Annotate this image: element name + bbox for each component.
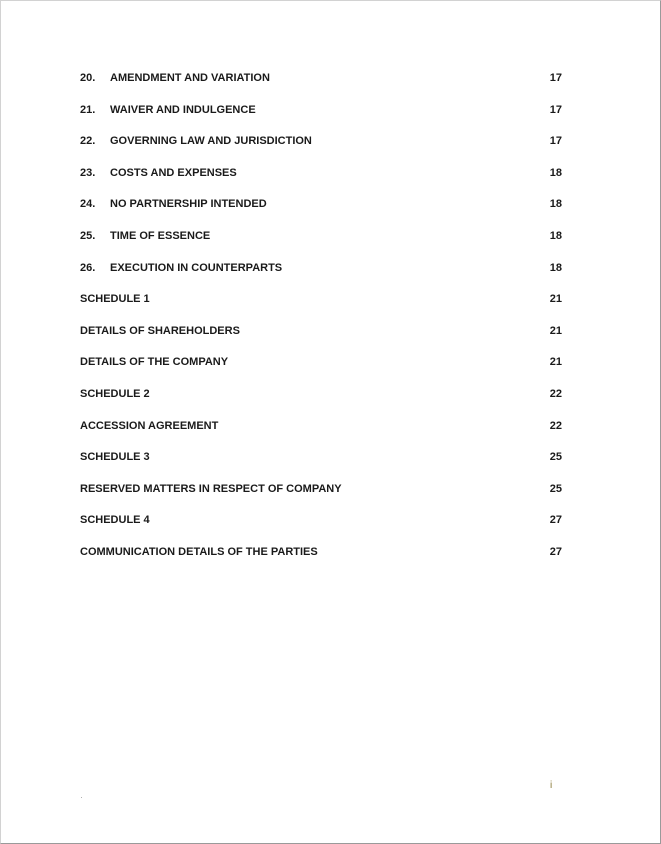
toc-entry-title: ACCESSION AGREEMENT: [80, 419, 219, 432]
toc-entry[interactable]: [80, 261, 564, 293]
toc-entry[interactable]: [80, 482, 564, 514]
toc-entry-title: TIME OF ESSENCE: [110, 229, 211, 242]
toc-entry-page: 18: [549, 166, 562, 179]
toc-entry-page: 27: [549, 545, 562, 558]
toc-entry-number: 25.: [80, 229, 96, 242]
toc-entry-title: RESERVED MATTERS IN RESPECT OF COMPANY: [80, 482, 342, 495]
toc-entry[interactable]: [80, 166, 564, 198]
toc-entry-page: 21: [549, 324, 562, 337]
toc-entry[interactable]: [80, 419, 564, 451]
toc-entry[interactable]: [80, 103, 564, 135]
toc-entry-title: SCHEDULE 1: [80, 293, 150, 306]
toc-entry-title: DETAILS OF SHAREHOLDERS: [80, 324, 240, 337]
toc-entry[interactable]: [80, 197, 564, 229]
toc-entry-number: 20.: [80, 72, 96, 84]
toc-entry-page: 18: [549, 261, 562, 274]
toc-entry-page: 17: [549, 72, 562, 84]
toc-entry-page: 21: [549, 356, 562, 369]
toc-entry-number: 23.: [80, 166, 96, 179]
toc-entry-title: SCHEDULE 4: [80, 514, 150, 527]
toc-entry-page: 25: [549, 482, 562, 495]
toc-entry-page: 17: [549, 135, 562, 148]
footer-page-number: i: [550, 780, 553, 791]
toc-entry-number: 24.: [80, 198, 96, 211]
toc-entry-title: COSTS AND EXPENSES: [110, 166, 237, 179]
toc-entry-page: 22: [549, 387, 562, 400]
toc-entry[interactable]: [80, 450, 564, 482]
toc-entry[interactable]: [80, 292, 564, 324]
toc-entry[interactable]: [80, 324, 564, 356]
toc-entry-title: COMMUNICATION DETAILS OF THE PARTIES: [80, 545, 318, 558]
toc-entry[interactable]: [80, 387, 564, 419]
toc-entry-number: 21.: [80, 103, 96, 116]
toc-entry-page: 17: [549, 103, 562, 116]
toc-entry[interactable]: [80, 71, 564, 103]
toc-entry-title: EXECUTION IN COUNTERPARTS: [110, 261, 283, 274]
toc-entry[interactable]: [80, 229, 564, 261]
toc-entry[interactable]: [80, 134, 564, 166]
toc-entry-number: 26.: [80, 261, 96, 274]
toc-entry[interactable]: [80, 513, 564, 545]
toc-entry[interactable]: [80, 545, 564, 577]
toc-entry-title: WAIVER AND INDULGENCE: [110, 103, 256, 116]
table-of-contents: [80, 71, 564, 577]
toc-entry-page: 21: [549, 293, 562, 306]
toc-entry-page: 18: [549, 229, 562, 242]
toc-entry[interactable]: [80, 355, 564, 387]
toc-entry-title: SCHEDULE 3: [80, 451, 150, 464]
toc-entry-page: 22: [549, 419, 562, 432]
toc-entry-title: SCHEDULE 2: [80, 387, 150, 400]
toc-entry-title: NO PARTNERSHIP INTENDED: [110, 198, 267, 211]
footer-mark: [81, 797, 82, 798]
toc-entry-title: AMENDMENT AND VARIATION: [110, 72, 270, 84]
toc-entry-number: 22.: [80, 135, 96, 148]
toc-entry-title: DETAILS OF THE COMPANY: [80, 356, 229, 369]
toc-entry-page: 25: [549, 451, 562, 464]
toc-entry-page: 18: [549, 198, 562, 211]
toc-entry-page: 27: [549, 514, 562, 527]
toc-entry-title: GOVERNING LAW AND JURISDICTION: [110, 135, 312, 148]
